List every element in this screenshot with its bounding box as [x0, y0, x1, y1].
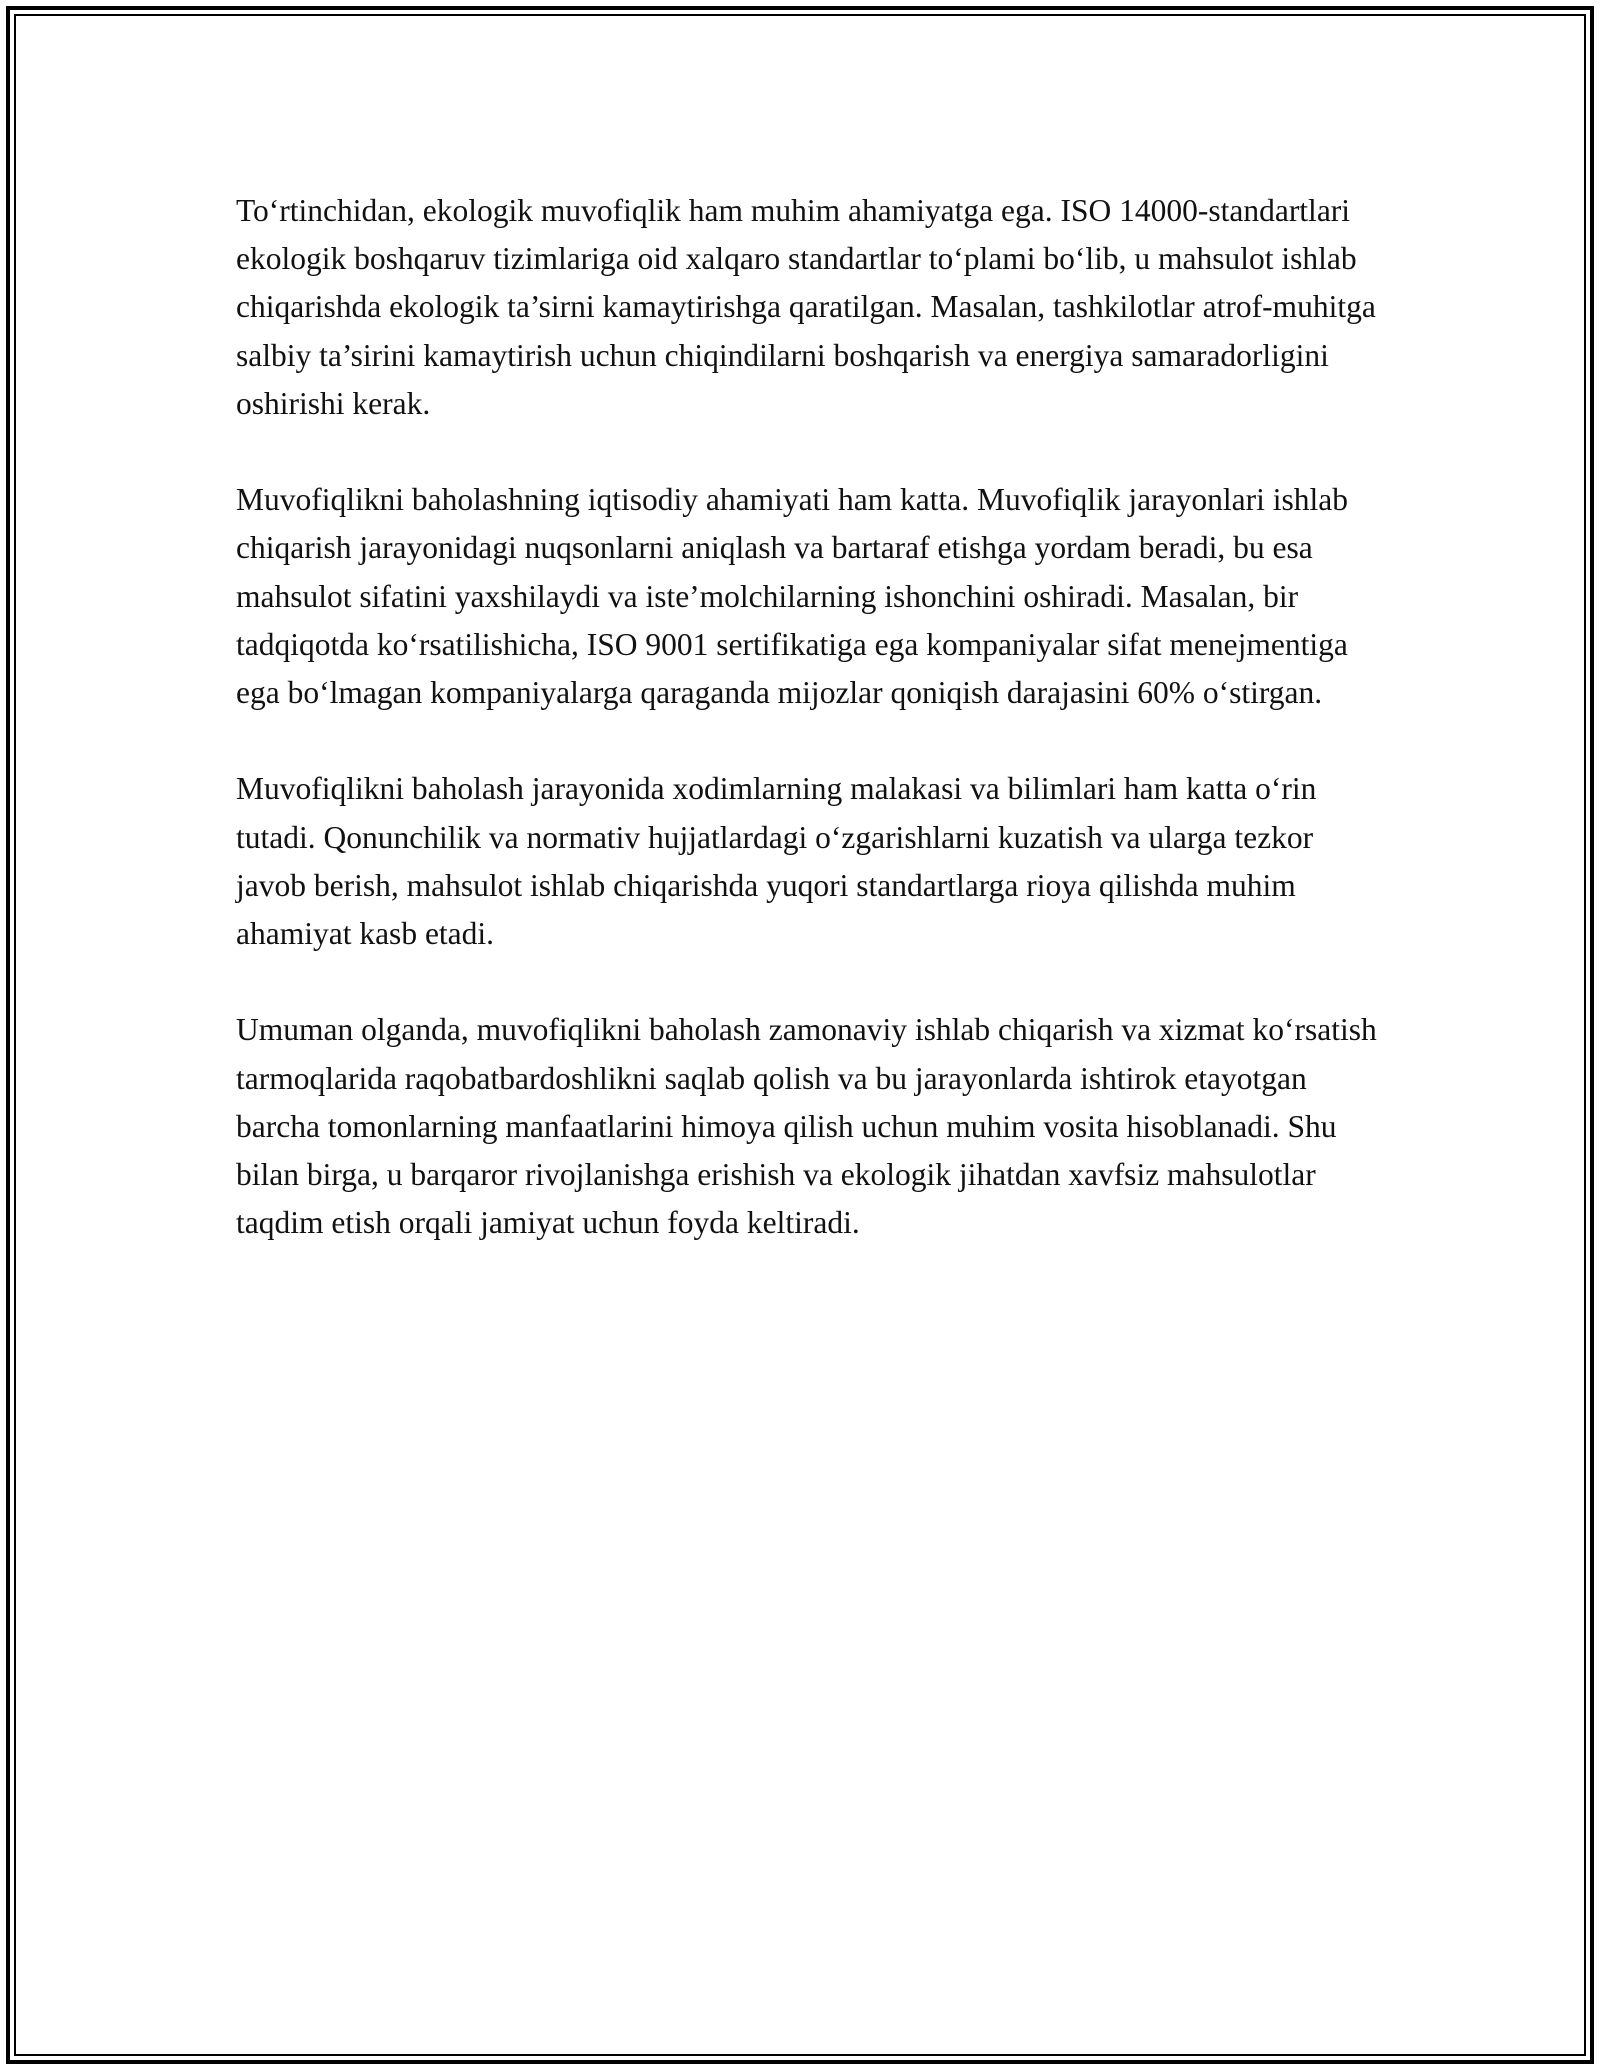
paragraph-economic-importance: Muvofiqlikni baholashning iqtisodiy ahamiyati ham katta. Muvofiqlik jarayonlari ishlab chiqarish jarayonidagi nuqsonlarni aniqlash va bartaraf etishga yordam beradi, bu esa mahsulot sifatini yaxshilaydi va iste’molchilarning ishonchini oshiradi. Masalan, bir tadqiqotda ko‘rsatilishicha, ISO 9001 sertifikatiga ega kompaniyalar sifat menejmentiga ega bo‘lmagan kompaniyalarga qaraganda mijozlar qoniqish darajasini 60% o‘stirgan. [236, 482, 1348, 711]
paragraph-staff-qualification: Muvofiqlikni baholash jarayonida xodimlarning malakasi va bilimlari ham katta o‘rin tutadi. Qonunchilik va normativ hujjatlardagi o‘zgarishlarni kuzatish va ularga tezkor javob berish, mahsulot ishlab chiqarishda yuqori standartlarga rioya qilishda muhim ahamiyat kasb etadi. [236, 771, 1317, 952]
document-body [236, 187, 1386, 1296]
paragraph-conclusion: Umuman olganda, muvofiqlikni baholash zamonaviy ishlab chiqarish va xizmat ko‘rsatish tarmoqlarida raqobatbardoshlikni saqlab qolish va bu jarayonlarda ishtirok etayotgan barcha tomonlarning manfaatlarini himoya qilish uchun muhim vosita hisoblanadi. Shu bilan birga, u barqaror rivojlanishga erishish va ekologik jihatdan xavfsiz mahsulotlar taqdim etish orqali jamiyat uchun foyda keltiradi. [236, 1012, 1377, 1241]
paragraph-ecological-compliance: To‘rtinchidan, ekologik muvofiqlik ham muhim ahamiyatga ega. ISO 14000-standartlari ekologik boshqaruv tizimlariga oid xalqaro standartlar to‘plami bo‘lib, u mahsulot ishlab chiqarishda ekologik ta’sirni kamaytirishga qaratilgan. Masalan, tashkilotlar atrof-muhitga salbiy ta’sirini kamaytirish uchun chiqindilarni boshqarish va energiya samaradorligini oshirishi kerak. [236, 193, 1376, 421]
